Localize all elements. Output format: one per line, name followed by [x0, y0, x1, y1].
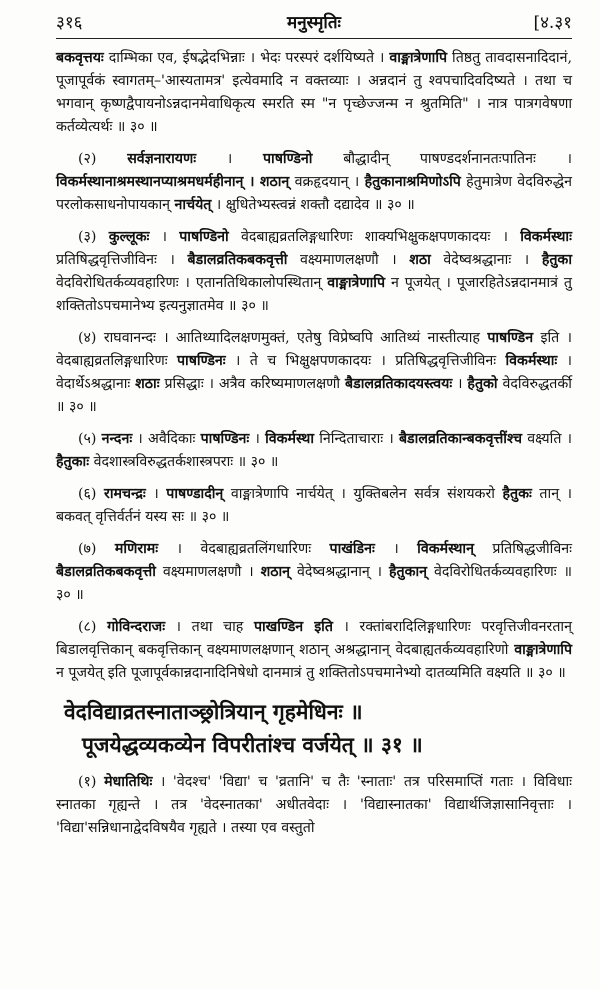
- text-run: । वेदबाह्यव्रतलिंगधारिणः: [158, 541, 330, 557]
- bold-term: बैडालव्रतिकादयस्त्वयः: [345, 376, 453, 392]
- text-run: तान् । बकवत् वृत्तिर्वर्तनं यस्य सः ॥ ३० ॥: [56, 486, 572, 525]
- verse-line-2: पूजयेद्धव्यकव्येन विपरीतांश्च वर्जयेत् ॥ ३१ ॥: [82, 732, 423, 757]
- bold-term: रामचन्द्रः: [104, 486, 146, 502]
- text-run: (१): [78, 774, 105, 790]
- text-run: ।: [145, 486, 167, 502]
- bold-term: वाङ्मात्रेणापि: [389, 50, 448, 66]
- bold-term: बैडालव्रतिकबकवृत्ती: [187, 252, 288, 268]
- text-run: (८): [78, 619, 108, 635]
- page-number: ३१६: [56, 13, 83, 33]
- bold-term: पाखंडिनः: [329, 541, 375, 557]
- bold-term: गोविन्दराजः: [107, 619, 166, 635]
- bold-term: हैतुकाः: [56, 454, 90, 470]
- text-run: प्रतिषिद्धवृत्तिजीविनः ।: [56, 252, 188, 268]
- text-run: वक्ष्यमाणलक्षणौ ।: [155, 564, 261, 580]
- text-run: (४) राघवानन्दः । आतिथ्यादिलक्षणमुक्तं, एतेषु विप्रेष्वपि आतिथ्यं नास्तीत्याह: [78, 330, 488, 346]
- text-run: वाङ्मात्रेणापि नार्चयेत् । युक्तिबलेन सर्वत्र संशयकरो: [223, 486, 503, 502]
- text-run: । अवैदिकाः: [132, 431, 201, 447]
- text-run: न पूजयेत् इति पूजापूर्वकान्नदानादिनिषेधो दानमात्रं तु शक्तितोऽपचमानेभ्यो दातव्यमिति वक्ष्यति ॥ ३० ॥: [56, 665, 566, 681]
- text-run: ।: [452, 376, 468, 392]
- bold-term: विकर्मस्था: [265, 431, 315, 447]
- bold-term: वाङ्मात्रेणापि: [514, 642, 572, 658]
- text-run: ।: [249, 431, 266, 447]
- text-run: वक्रहृदयान् ।: [289, 174, 365, 190]
- bold-term: पाखण्डिन इति: [253, 619, 333, 635]
- commentary-31: [56, 771, 572, 840]
- commentary-body: [56, 47, 572, 840]
- text-run: । वेदार्थेऽश्रद्धानाः: [56, 353, 573, 392]
- text-run: । 'वेदश्च' 'विद्या' च 'व्रतानि' च तैः 'स्नाताः' तत्र परिसमाप्तिं गताः । विविधाः स्नातका गृह्यन्ते । तत्र 'वेदस्नातका' अधीतवेदाः । 'विद्यास्नातका' विद्यार्थजिज्ञासानिवृत्ताः । 'विद्या'सन्निधानाद्वेदविषयैव गृह्यते । तस्या एव वस्तुतो: [56, 774, 572, 836]
- text-run: वक्ष्यमाणलक्षणौ ।: [287, 252, 410, 268]
- text-run: (५): [78, 431, 102, 447]
- paragraph: [56, 148, 572, 217]
- bold-term: बैडालव्रतिकबकवृत्ती: [56, 564, 156, 580]
- bold-term: पाषण्डिनः: [176, 353, 226, 369]
- bold-term: विकर्मस्थान्: [417, 541, 474, 557]
- bold-term: नन्दनः: [101, 431, 133, 447]
- text-run: प्रतिषिद्धजीविनः: [473, 541, 572, 557]
- text-run: तिष्ठतु तावदासनादिदानं, पूजापूर्वकं स्वागतम्–'आस्यतामत्र' इत्येवमादि न वक्तव्याः । अन्नदानं तु श्वपचादिवदिष्यते । तथा च भगवान् कृष्णद्वैपायनोऽन्नदानमेवाधिकृत्य स्मरति स्म "न पृच्छेज्जन्म न श्रुतमिति" । नात्र पात्रगवेषणा कर्तव्येत्यर्थः ॥ ३० ॥: [56, 50, 572, 135]
- bold-term: हैतुकान्: [388, 564, 428, 580]
- bold-term: शठान्: [260, 564, 291, 580]
- text-run: (७): [78, 541, 115, 557]
- text-run: । ते च भिक्षुक्षपणकादयः । प्रतिषिद्धवृत्तिजीविनः: [225, 353, 506, 369]
- bold-term: पाषण्डिनो: [262, 151, 313, 167]
- bold-term: विकर्मस्थानाश्रमस्थानप्याश्रमधर्महीनान् ।: [56, 174, 255, 190]
- text-run: (३): [78, 229, 109, 245]
- text-run: । रक्तांबरादिलिङ्गधारिणः परवृत्तिजीवनरतान् बिडालवृत्तिकान् बकवृत्तिकान् वक्ष्यमाणलक्षणान् शठान् अश्रद्धानान् वेदबाह्यतर्कव्यवहारिणो: [56, 619, 572, 658]
- verse-line-1: वेदविद्याव्रतस्नाताञ्छ्रोत्रियान् गृहमेधिनः ॥: [64, 699, 363, 724]
- bold-term: पाषण्डिनः: [200, 431, 250, 447]
- text-run: (६): [78, 486, 105, 502]
- bold-term: मणिरामः: [114, 541, 159, 557]
- commentary-paragraphs: [56, 47, 572, 685]
- running-title: मनुस्मृतिः: [287, 13, 341, 33]
- paragraph: [56, 226, 572, 318]
- text-run: वेदबाह्यव्रतलिङ्गधारिणः शाक्यभिक्षुकक्षपणकादयः ।: [228, 229, 521, 245]
- bold-term: पाषण्डादीन्: [166, 486, 224, 502]
- text-run: । क्षुधितेभ्यस्त्वन्नं शक्तौ दद्यादेव ॥ ३० ॥: [211, 197, 415, 213]
- verse-reference: [४.३१: [533, 13, 572, 33]
- text-run: वेदशास्त्रविरुद्धतर्कशास्त्रपराः ॥ ३० ॥: [89, 454, 279, 470]
- text-run: इति । वेदबाह्यव्रतलिङ्गधारिणः: [56, 330, 572, 369]
- bold-term: पाषण्डिन: [487, 330, 534, 346]
- text-run: दाम्भिका एव, ईषद्भेदभिन्नाः । भेदः परस्परं दर्शयिष्यते ।: [103, 50, 390, 66]
- bold-term: शठाः: [135, 376, 160, 392]
- bold-term: वाङ्मात्रेणापि: [327, 275, 386, 291]
- bold-term: विकर्मस्थाः: [505, 353, 558, 369]
- text-run: वक्ष्यति ।: [522, 431, 573, 447]
- text-run: ।: [149, 229, 180, 245]
- paragraph: [56, 428, 572, 474]
- bold-term: शठा: [409, 252, 431, 268]
- bold-term: बकवृत्तयः: [56, 50, 104, 66]
- verse-block: [56, 695, 572, 761]
- running-header: [56, 6, 572, 36]
- text-run: । तथा चाह: [165, 619, 254, 635]
- text-run: निन्दिताचाराः ।: [314, 431, 399, 447]
- paragraph: [56, 771, 572, 840]
- bold-term: सर्वज्ञनारायणः: [127, 151, 197, 167]
- text-run: वेदविरोधितर्कव्यवहारिणः । एतानतिथिकालोपस्थितान्: [56, 275, 328, 291]
- bold-term: शठान्: [259, 174, 290, 190]
- text-run: वेदविरुद्धतर्की ॥ ३० ॥: [56, 376, 572, 415]
- bold-term: कुल्लूकः: [108, 229, 150, 245]
- bold-term: नार्चयेत्: [174, 197, 212, 213]
- header-rule: [56, 38, 572, 39]
- bold-term: हैतुका: [541, 252, 573, 268]
- text-run: वेदविरोधितर्कव्यवहारिणः ॥ ३० ॥: [56, 564, 572, 603]
- bold-term: हैतुकः: [502, 486, 532, 502]
- text-run: ।: [196, 151, 263, 167]
- paragraph: [56, 538, 572, 607]
- text-run: ।: [374, 541, 418, 557]
- bold-term: हैतुको: [467, 376, 498, 392]
- text-run: न पूजयेत् । पूजारहितेऽन्नदानमात्रं तु शक्तितोऽपचमानेभ्य इत्यनुज्ञातमेव ॥ ३० ॥: [56, 275, 573, 314]
- bold-term: विकर्मस्थाः: [520, 229, 572, 245]
- bold-term: पाषण्डिनो: [179, 229, 229, 245]
- text-run: वेदेष्वश्रद्धानान् ।: [290, 564, 389, 580]
- bold-term: बैडालव्रतिकान्बकवृत्तींश्च: [398, 431, 523, 447]
- paragraph: [56, 483, 572, 529]
- bold-term: हैतुकानाश्रमिणोऽपि: [364, 174, 461, 190]
- paragraph: [56, 47, 572, 139]
- bold-term: मेधातिथिः: [104, 774, 153, 790]
- paragraph: [56, 616, 572, 685]
- text-run: बौद्धादीन् पाषण्डदर्शनानतःपातिनः ।: [312, 151, 572, 167]
- text-run: प्रसिद्धाः । अत्रैव करिष्यमाणलक्षणौ: [159, 376, 345, 392]
- text-run: हेतुमात्रेण वेदविरुद्धेन परलोकसाधनोपायकान्: [56, 174, 572, 213]
- paragraph: [56, 327, 572, 419]
- text-run: (२): [78, 151, 128, 167]
- text-run: वेदेष्वश्रद्धानाः ।: [430, 252, 542, 268]
